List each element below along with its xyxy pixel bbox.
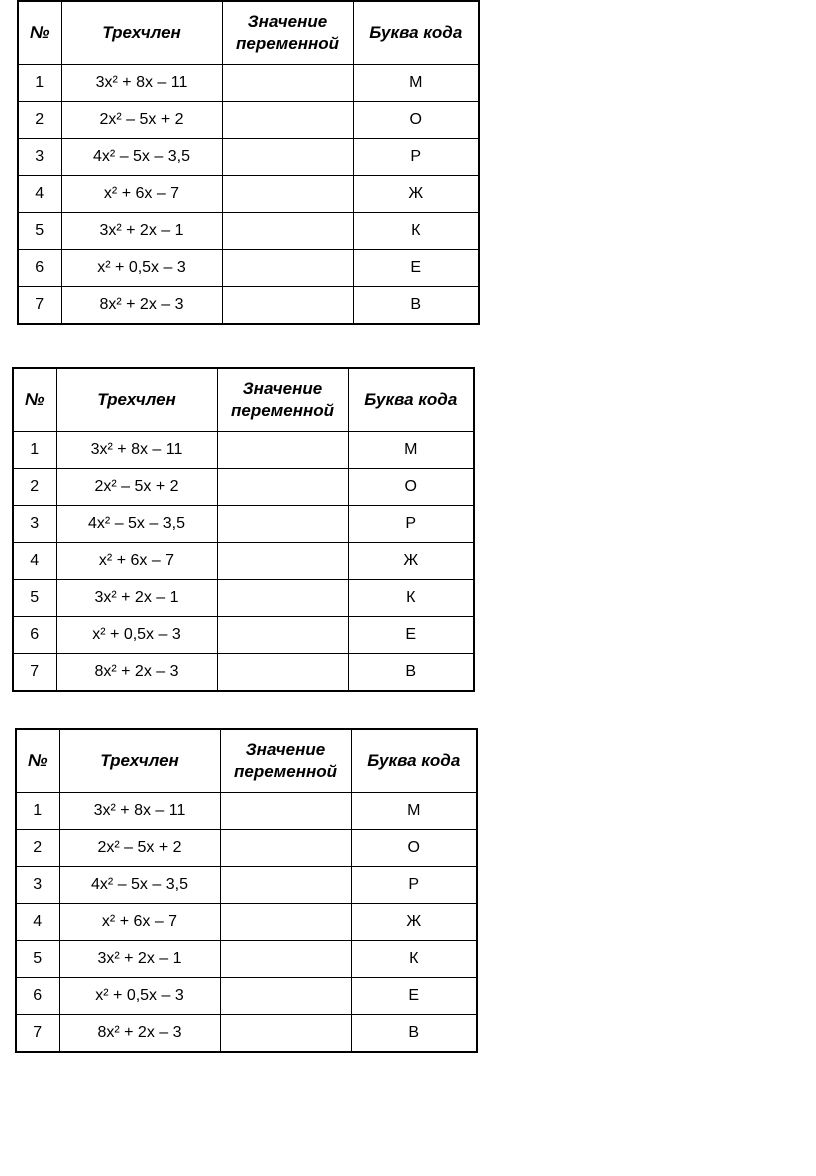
table-row <box>18 287 479 325</box>
header-variable-value: Значение переменной <box>222 1 353 65</box>
code-letter-cell: Р <box>351 867 477 904</box>
code-letter-cell: К <box>348 580 474 617</box>
table-row <box>16 978 477 1015</box>
trinomial-cell: x² + 6x – 7 <box>56 543 217 580</box>
header-trinomial: Трехчлен <box>59 729 220 793</box>
trinomial-cell: 3x² + 8x – 11 <box>61 65 222 102</box>
trinomial-cell: 4x² – 5x – 3,5 <box>59 867 220 904</box>
table-row <box>16 793 477 830</box>
row-number: 5 <box>18 213 61 250</box>
header-number: № <box>16 729 59 793</box>
table-row <box>13 543 474 580</box>
code-letter-cell: Е <box>351 978 477 1015</box>
row-number: 6 <box>16 978 59 1015</box>
value-answer-cell[interactable] <box>222 65 353 102</box>
trinomial-cell: 3x² + 2x – 1 <box>61 213 222 250</box>
value-answer-cell[interactable] <box>222 176 353 213</box>
code-table-2 <box>12 367 475 692</box>
row-number: 4 <box>13 543 56 580</box>
code-letter-cell: Ж <box>348 543 474 580</box>
value-answer-cell[interactable] <box>220 830 351 867</box>
code-letter-cell: О <box>351 830 477 867</box>
value-answer-cell[interactable] <box>217 580 348 617</box>
trinomial-cell: 3x² + 2x – 1 <box>56 580 217 617</box>
value-answer-cell[interactable] <box>217 506 348 543</box>
value-answer-cell[interactable] <box>217 543 348 580</box>
table-row <box>16 830 477 867</box>
row-number: 3 <box>18 139 61 176</box>
table-row <box>13 432 474 469</box>
code-letter-cell: В <box>353 287 479 325</box>
value-answer-cell[interactable] <box>220 941 351 978</box>
trinomial-cell: 8x² + 2x – 3 <box>59 1015 220 1053</box>
value-answer-cell[interactable] <box>217 469 348 506</box>
header-code-letter: Буква кода <box>353 1 479 65</box>
header-variable-value: Значение переменной <box>217 368 348 432</box>
row-number: 6 <box>13 617 56 654</box>
value-answer-cell[interactable] <box>222 250 353 287</box>
row-number: 2 <box>16 830 59 867</box>
header-trinomial: Трехчлен <box>56 368 217 432</box>
value-answer-cell[interactable] <box>217 654 348 692</box>
trinomial-cell: 8x² + 2x – 3 <box>61 287 222 325</box>
table-row <box>16 941 477 978</box>
trinomial-cell: 3x² + 2x – 1 <box>59 941 220 978</box>
value-answer-cell[interactable] <box>217 432 348 469</box>
trinomial-cell: x² + 0,5x – 3 <box>61 250 222 287</box>
value-answer-cell[interactable] <box>220 867 351 904</box>
trinomial-cell: x² + 6x – 7 <box>59 904 220 941</box>
table-row <box>16 1015 477 1053</box>
code-letter-cell: Ж <box>353 176 479 213</box>
header-code-letter: Буква кода <box>348 368 474 432</box>
table-row <box>18 102 479 139</box>
code-table-3 <box>15 728 478 1053</box>
trinomial-cell: 4x² – 5x – 3,5 <box>56 506 217 543</box>
row-number: 1 <box>13 432 56 469</box>
table-row <box>13 469 474 506</box>
row-number: 5 <box>16 941 59 978</box>
table-row <box>18 65 479 102</box>
code-letter-cell: М <box>348 432 474 469</box>
row-number: 1 <box>16 793 59 830</box>
row-number: 4 <box>16 904 59 941</box>
header-row <box>18 1 479 65</box>
code-table-1 <box>17 0 480 325</box>
table-row <box>18 139 479 176</box>
code-letter-cell: Ж <box>351 904 477 941</box>
table-row <box>13 654 474 692</box>
code-letter-cell: М <box>353 65 479 102</box>
code-letter-cell: К <box>353 213 479 250</box>
row-number: 7 <box>13 654 56 692</box>
trinomial-cell: 2x² – 5x + 2 <box>61 102 222 139</box>
trinomial-cell: 2x² – 5x + 2 <box>59 830 220 867</box>
table-row <box>18 176 479 213</box>
value-answer-cell[interactable] <box>222 102 353 139</box>
code-letter-cell: Р <box>348 506 474 543</box>
header-number: № <box>13 368 56 432</box>
trinomial-cell: x² + 0,5x – 3 <box>56 617 217 654</box>
trinomial-cell: 2x² – 5x + 2 <box>56 469 217 506</box>
row-number: 2 <box>18 102 61 139</box>
table-row <box>13 617 474 654</box>
code-letter-cell: О <box>348 469 474 506</box>
value-answer-cell[interactable] <box>220 904 351 941</box>
trinomial-cell: 3x² + 8x – 11 <box>59 793 220 830</box>
trinomial-cell: 3x² + 8x – 11 <box>56 432 217 469</box>
trinomial-cell: 4x² – 5x – 3,5 <box>61 139 222 176</box>
header-code-letter: Буква кода <box>351 729 477 793</box>
code-letter-cell: Е <box>353 250 479 287</box>
row-number: 3 <box>16 867 59 904</box>
code-letter-cell: В <box>351 1015 477 1053</box>
header-row <box>13 368 474 432</box>
code-letter-cell: Р <box>353 139 479 176</box>
trinomial-cell: x² + 0,5x – 3 <box>59 978 220 1015</box>
row-number: 3 <box>13 506 56 543</box>
header-row <box>16 729 477 793</box>
table-row <box>13 580 474 617</box>
row-number: 6 <box>18 250 61 287</box>
value-answer-cell[interactable] <box>217 617 348 654</box>
table-row <box>13 506 474 543</box>
row-number: 5 <box>13 580 56 617</box>
row-number: 4 <box>18 176 61 213</box>
value-answer-cell[interactable] <box>220 793 351 830</box>
code-letter-cell: К <box>351 941 477 978</box>
row-number: 1 <box>18 65 61 102</box>
header-number: № <box>18 1 61 65</box>
row-number: 2 <box>13 469 56 506</box>
table-row <box>18 250 479 287</box>
value-answer-cell[interactable] <box>222 139 353 176</box>
code-letter-cell: О <box>353 102 479 139</box>
table-row <box>16 867 477 904</box>
value-answer-cell[interactable] <box>220 1015 351 1053</box>
header-trinomial: Трехчлен <box>61 1 222 65</box>
header-variable-value: Значение переменной <box>220 729 351 793</box>
value-answer-cell[interactable] <box>222 213 353 250</box>
table-row <box>18 213 479 250</box>
code-letter-cell: Е <box>348 617 474 654</box>
row-number: 7 <box>16 1015 59 1053</box>
value-answer-cell[interactable] <box>220 978 351 1015</box>
trinomial-cell: 8x² + 2x – 3 <box>56 654 217 692</box>
trinomial-cell: x² + 6x – 7 <box>61 176 222 213</box>
value-answer-cell[interactable] <box>222 287 353 325</box>
code-letter-cell: М <box>351 793 477 830</box>
row-number: 7 <box>18 287 61 325</box>
code-letter-cell: В <box>348 654 474 692</box>
table-row <box>16 904 477 941</box>
